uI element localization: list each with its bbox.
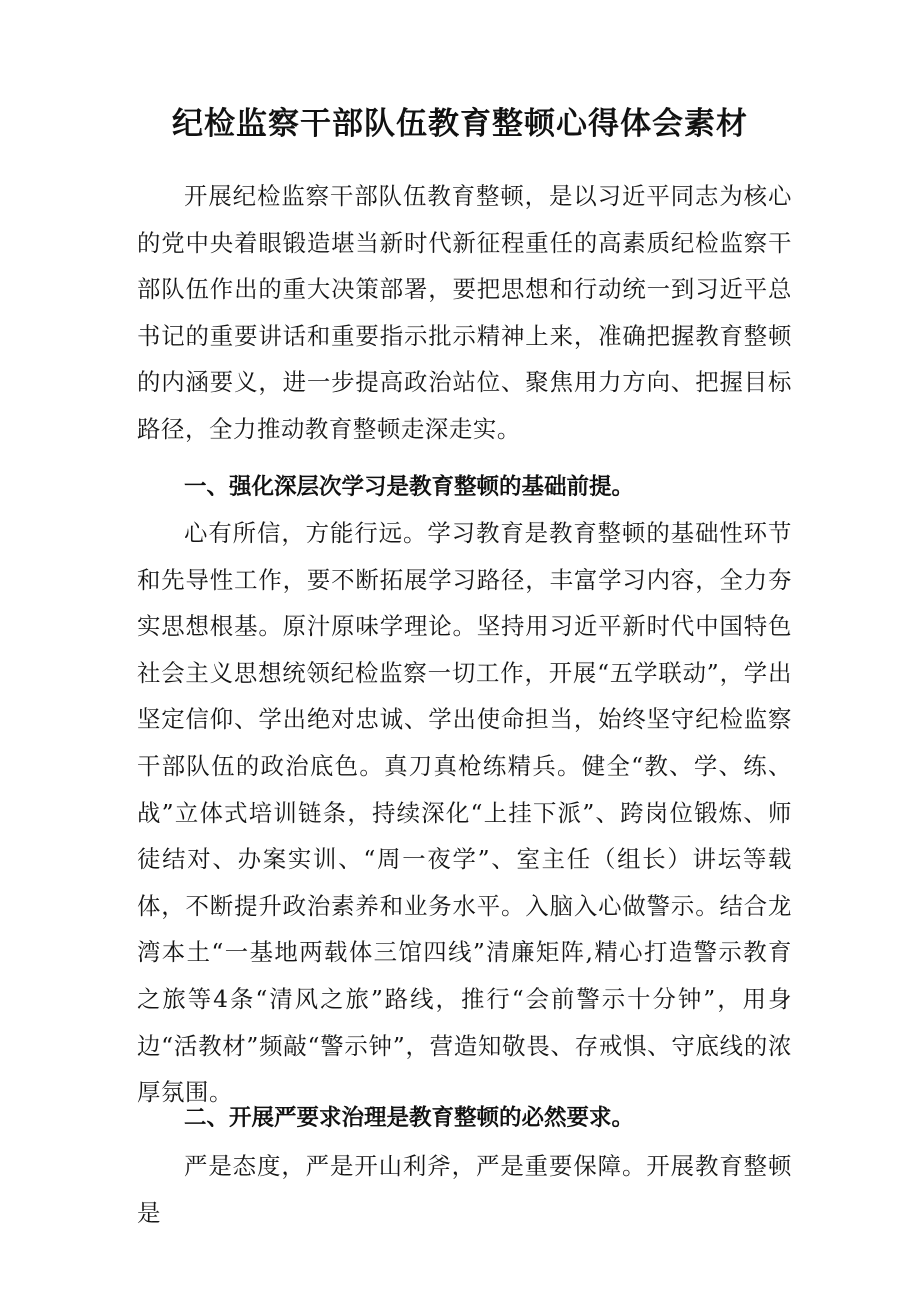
section-2-paragraph: 严是态度，严是开山利斧，严是重要保障。开展教育整顿是 (137, 1152, 792, 1227)
section-heading-2: 二、开展严要求治理是教育整顿的必然要求。 (184, 1105, 635, 1131)
document-title: 纪检监察干部队伍教育整顿心得体会素材 (172, 106, 748, 142)
section-1-paragraph: 心有所信，方能行远。学习教育是教育整顿的基础性环节和先导性工作，要不断拓展学习路径，丰富学习内容，全力夯实思想根基。原汁原味学理论。坚持用习近平新时代中国特色社会主义思想统领纪检监察一切工作，开展“五学联动”，学出坚定信仰、学出绝对忠诚、学出使命担当，始终坚守纪检监察干部队伍的政治底色。真刀真枪练精兵。健全“教、学、练、战”立体式培训链条，持续深化“上挂下派”、跨岗位锻炼、师徒结对、办案实训、“周一夜学”、室主任（组长）讲坛等载体，不断提升政治素养和业务水平。入脑入心做警示。结合龙湾本土“一基地两载体三馆四线”清廉矩阵,精心打造警示教育之旅等4条“清风之旅”路线，推行“会前警示十分钟”，用身边“活教材”频敲“警示钟”，营造知敬畏、存戒惧、守底线的浓厚氛围。 (137, 519, 792, 1107)
section-heading-1: 一、强化深层次学习是教育整顿的基础前提。 (184, 474, 635, 500)
intro-paragraph: 开展纪检监察干部队伍教育整顿，是以习近平同志为核心的党中央着眼锻造堪当新时代新征程重任的高素质纪检监察干部队伍作出的重大决策部署，要把思想和行动统一到习近平总书记的重要讲话和重要指示批示精神上来，准确把握教育整顿的内涵要义，进一步提高政治站位、聚焦用力方向、把握目标路径，全力推动教育整顿走深走实。 (137, 182, 792, 443)
